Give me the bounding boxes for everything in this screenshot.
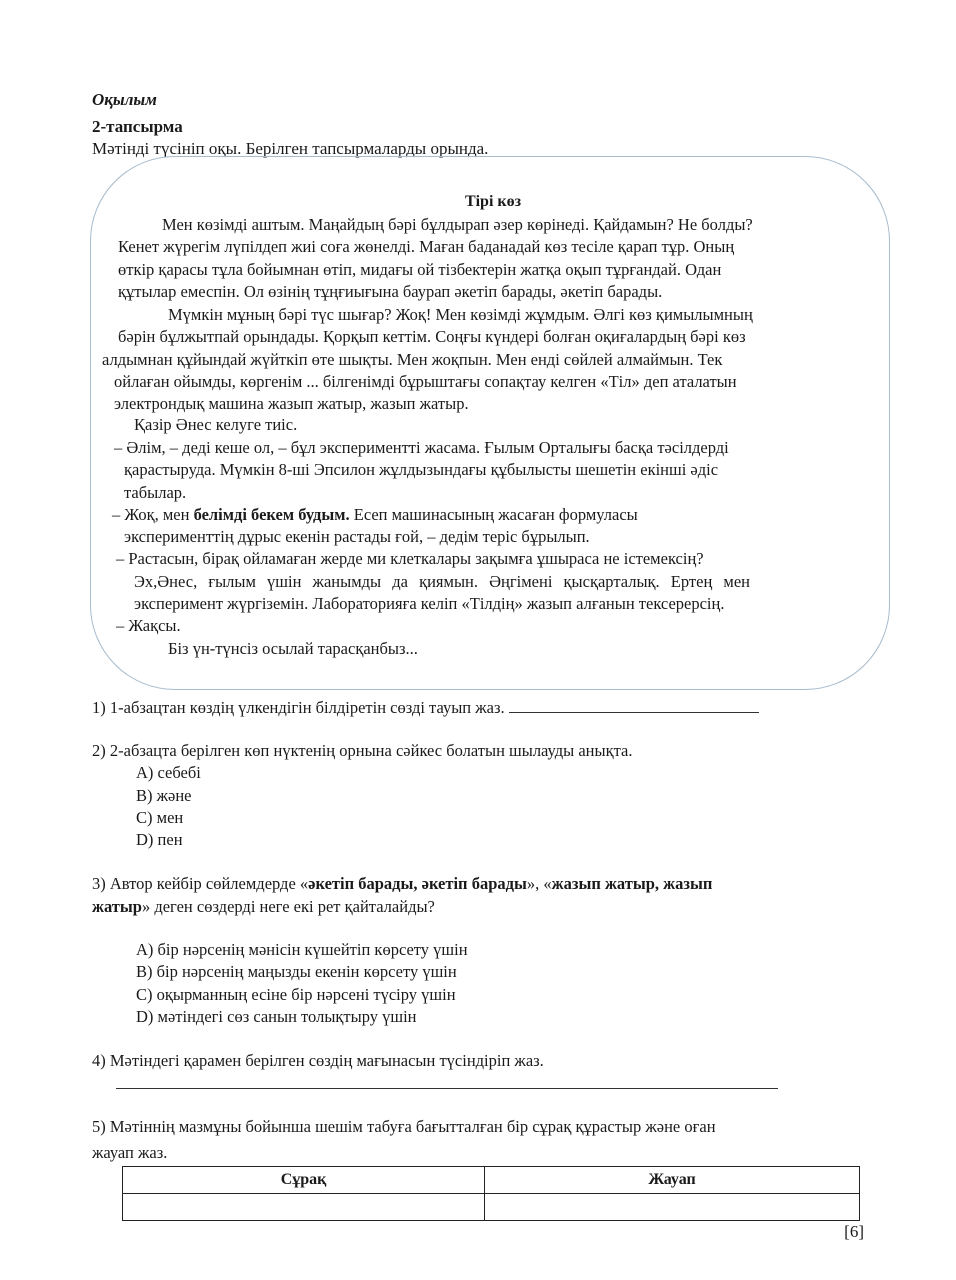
question-1-text: 1) 1-абзацтан көздің үлкендігін білдіретін сөзді тауып жаз. [92,698,505,717]
story-line: эксперимент жүргіземін. Лабораторияға келіп «Тілдің» жазып алғанын тексерерсің. [134,594,725,613]
question-cell[interactable] [123,1194,485,1221]
story-line: электрондық машина жазып жатыр, жазып жатыр. [114,394,469,413]
q2-option-c[interactable]: C) мен [136,808,184,827]
story-line: алдымнан құйындай жүйткіп өте шықты. Мен жоқпын. Мен енді сөйлей алмаймын. Тек [102,350,723,369]
answer-cell[interactable] [485,1194,860,1221]
q3-option-c[interactable]: C) оқырманның есіне бір нәрсені түсіру үшін [136,985,456,1004]
q3-bold-phrase-1: әкетіп барады, әкетіп барады [308,874,527,893]
story-line: қарастыруда. Мүмкін 8-ші Эпсилон жұлдызындағы құбылысты шешетін екінші әдіс [124,460,719,479]
story-text: Есеп машинасының жасаған формуласы [349,505,638,524]
story-line: өткір қарасы тұла бойымнан өтіп, мидағы ой тізбектерін жатқа оқып тұрғандай. Одан [118,260,722,279]
question-3-cont [92,897,435,917]
table-header-answer: Жауап [485,1167,860,1194]
q2-option-d[interactable]: D) пен [136,830,183,849]
bold-phrase: белімді бекем будым. [193,505,350,524]
q3-text: » деген сөздерді неге екі рет қайталайды? [141,897,435,916]
story-line: Кенет жүрегім лүпілдеп жиі соға жөнелді. Маған баданадай көз тесіле қарап тұр. Оның [118,237,735,256]
story-line: Біз үн-түнсіз осылай тарасқанбыз... [168,639,418,658]
score-marks: [6] [844,1222,864,1241]
question-3 [92,874,712,894]
question-5-cont: жауап жаз. [92,1143,168,1162]
question-5: 5) Мәтіннің мазмұны бойынша шешім табуға бағытталған бір сұрақ құрастыр және оған [92,1117,716,1136]
q2-option-a[interactable]: A) себебі [136,763,201,782]
story-line: бәрін бұлжытпай орындады. Қорқып кеттім. Соңғы күндері болған оқиғалардың бәрі көз [118,327,746,346]
story-line: құтылар емеспін. Ол өзінің тұңғиығына баурап әкетіп барады, әкетіп барады. [118,282,663,301]
table-header-question: Сұрақ [123,1167,485,1194]
story-line-bold-phrase [112,504,638,526]
q3-option-a[interactable]: A) бір нәрсенің мәнісін күшейтіп көрсету үшін [136,940,468,959]
story-line: Мүмкін мұның бәрі түс шығар? Жоқ! Мен көзімді жұмдым. Әлгі көз қимылымның [168,305,753,324]
story-line: – Әлім, – деді кеше ол, – бұл экспериментті жасама. Ғылым Орталығы басқа тәсілдерді [114,438,729,457]
q3-option-b[interactable]: B) бір нәрсенің маңызды екенін көрсету үшін [136,962,457,981]
answer-table [122,1166,860,1221]
story-text: – Жоқ, мен [112,505,194,524]
instruction: Мәтінді түсініп оқы. Берілген тапсырмаларды орында. [92,139,489,158]
q3-text: », « [526,874,552,893]
answer-1-blank[interactable] [509,698,759,713]
story-line: Эх,Әнес, ғылым үшін жанымды да қиямын. Әңгімені қысқарталық. Ертең мен [134,572,750,591]
story-line: табылар. [124,483,187,502]
q2-option-b[interactable]: B) және [136,786,192,805]
question-1 [92,698,759,718]
q3-option-d[interactable]: D) мәтіндегі сөз санын толықтыру үшін [136,1007,417,1026]
table-row [123,1194,860,1221]
section-title: Оқылым [92,90,157,109]
q3-text: 3) Автор кейбір сөйлемдерде « [92,874,309,893]
story-line: ойлаған ойымды, көргенім ... білгенімді бұрыштағы сопақтау келген «Тіл» деп аталатын [114,372,737,391]
task-title: 2-тапсырма [92,117,183,136]
question-2: 2) 2-абзацта берілген көп нүктенің орнына сәйкес болатын шылауды анықта. [92,741,633,760]
story-line: – Жақсы. [116,616,181,635]
story-title: Тірі көз [464,193,522,210]
question-4: 4) Мәтіндегі қарамен берілген сөздің мағынасын түсіндіріп жаз. [92,1051,544,1070]
story-line: эксперименттің дұрыс екенін растады ғой, – дедім теріс бұрылып. [124,527,590,546]
answer-4-blank[interactable] [116,1088,778,1089]
story-line: Қазір Әнес келуге тиіс. [134,415,298,434]
story-line: – Растасын, бірақ ойламаған жерде ми клеткалары зақымға ұшыраса не істемексің? [116,549,704,568]
q3-bold-phrase-2-end: жатыр [92,897,142,916]
story-line: Мен көзімді аштым. Маңайдың бәрі бұлдырап әзер көрінеді. Қайдамын? Не болды? [162,215,753,234]
q3-bold-phrase-2: жазып жатыр, жазып [551,874,713,893]
